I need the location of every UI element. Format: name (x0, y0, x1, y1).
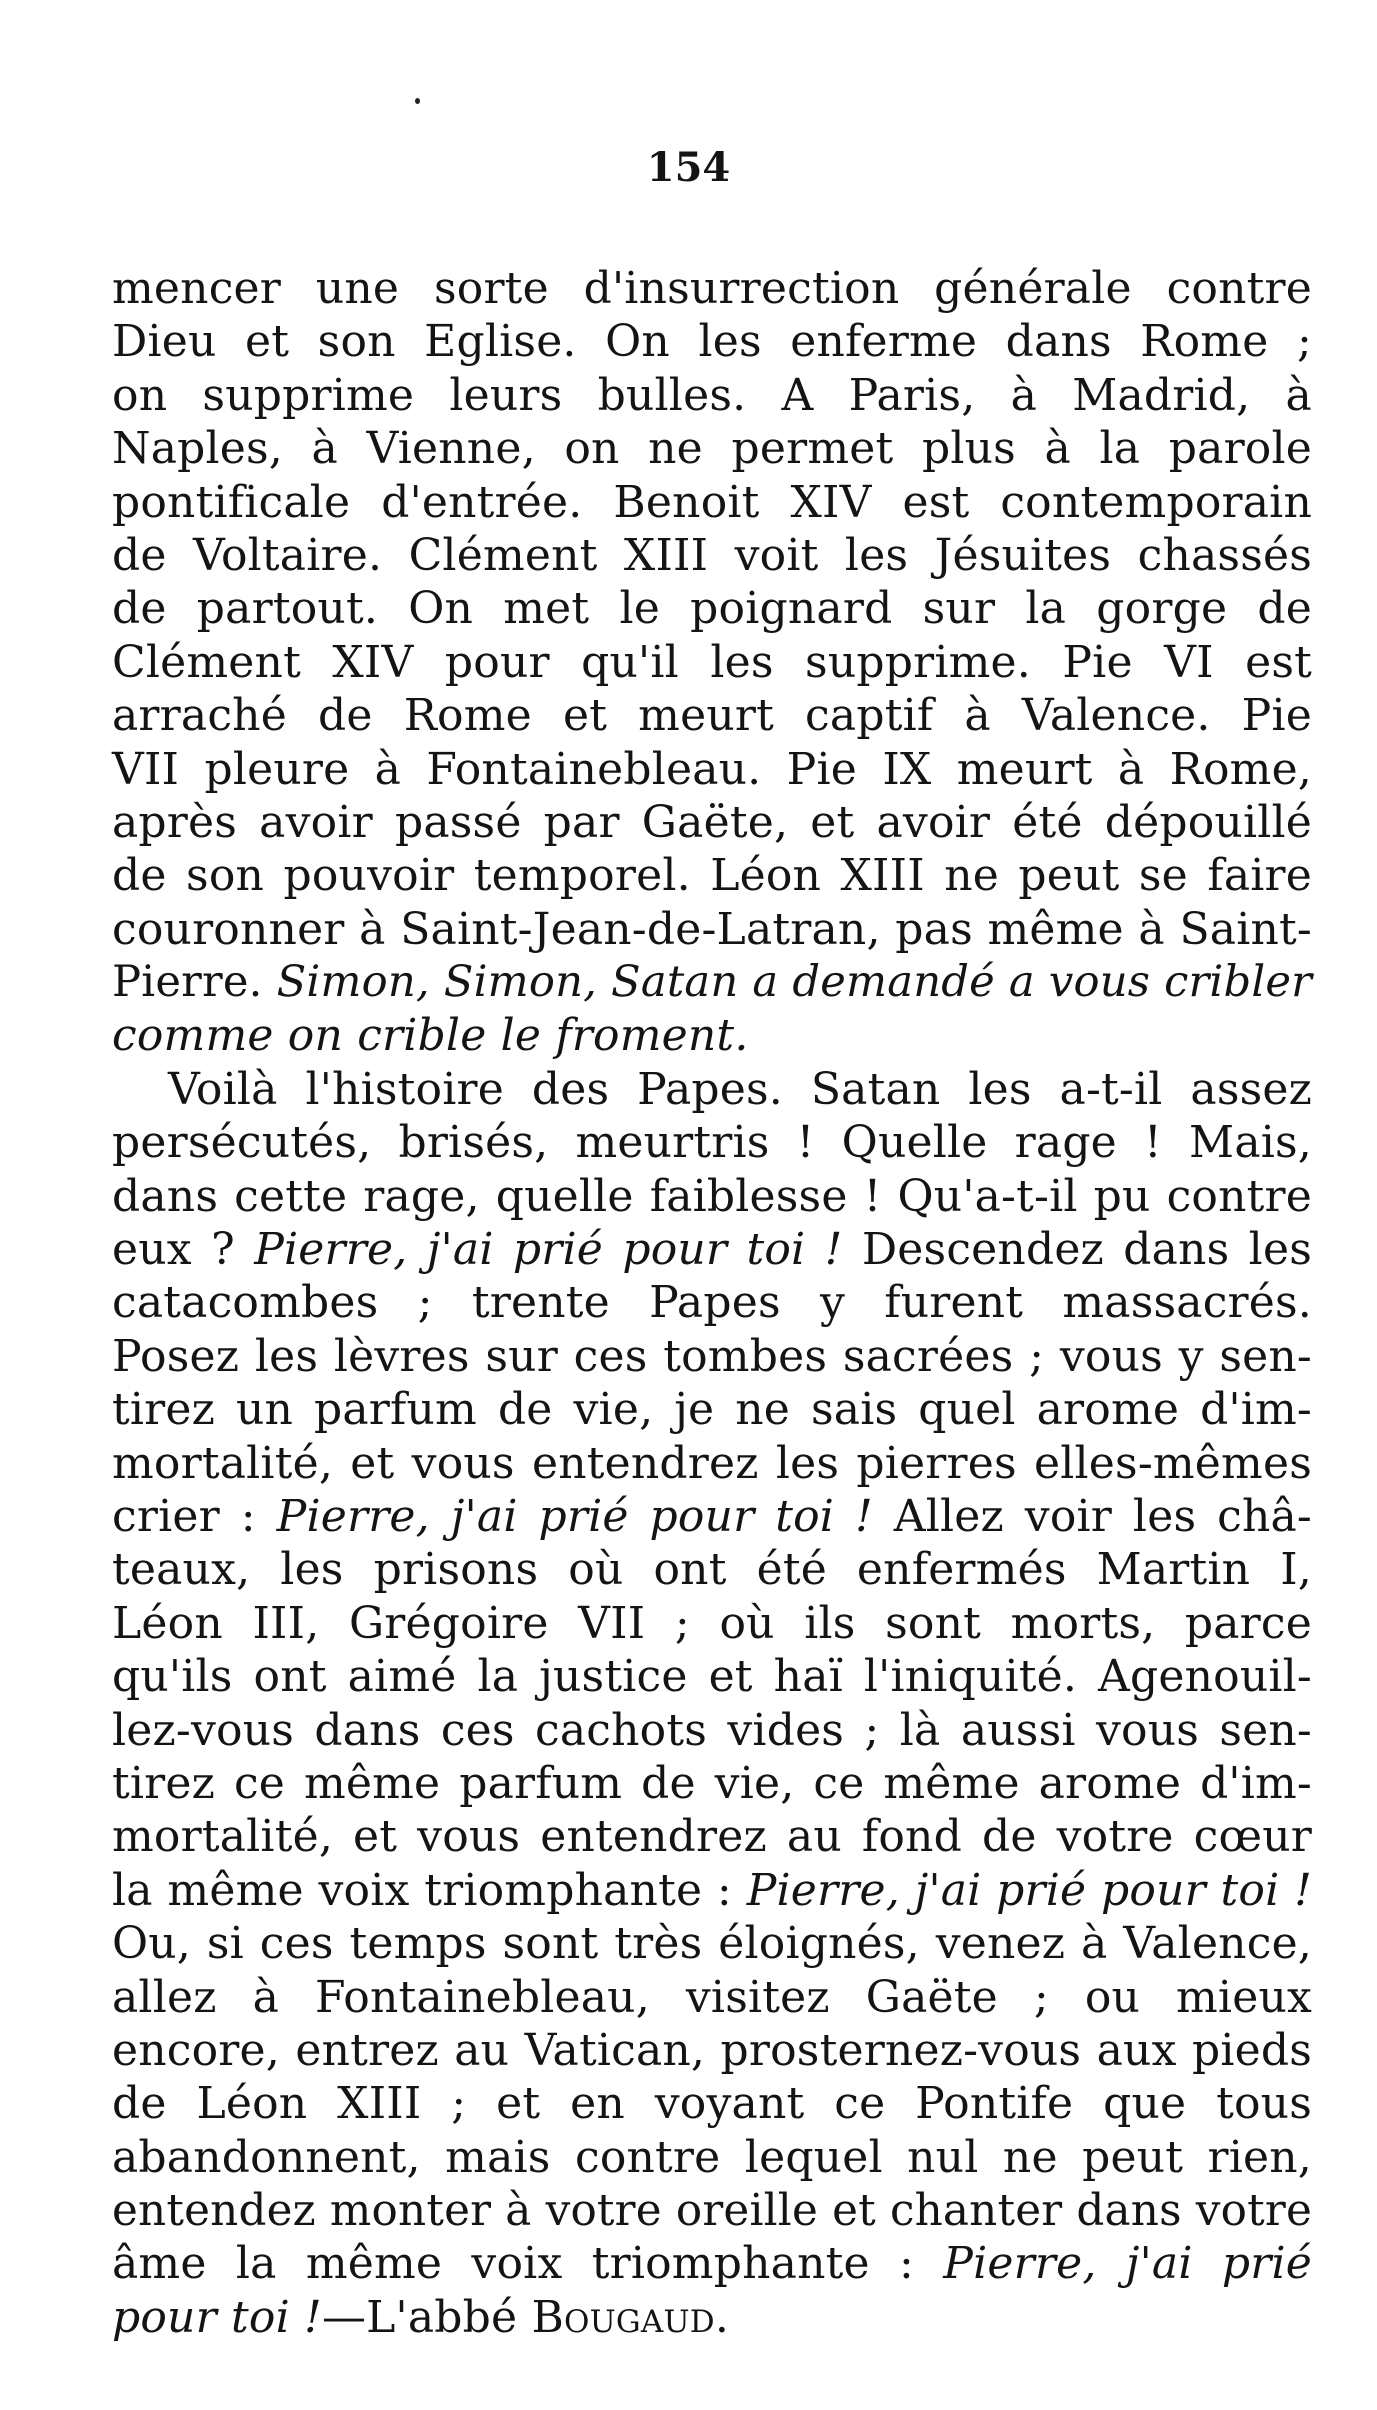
text-line (112, 1490, 1312, 1543)
text-segment: de son pouvoir temporel. Léon XIII ne peut se faire (112, 850, 1312, 902)
text-segment: arraché de Rome et meurt captif à Valence. Pie (112, 690, 1312, 742)
text-line (112, 1383, 1312, 1436)
text-line (112, 689, 1312, 742)
text-segment: Léon III, Grégoire VII ; où ils sont morts, parce (112, 1597, 1312, 1649)
text-line (112, 1330, 1312, 1383)
text-line (112, 529, 1312, 582)
text-segment: mortalité, et vous entendrez les pierres elles-mêmes (112, 1437, 1312, 1489)
text-line (112, 743, 1312, 796)
text-segment: qu'ils ont aimé la justice et haï l'iniquité. Agenouil- (112, 1651, 1312, 1703)
text-line (112, 636, 1312, 689)
text-segment: Ou, si ces temps sont très éloignés, venez à Valence, (112, 1918, 1312, 1970)
text-line (112, 2291, 1312, 2344)
body-text (112, 262, 1312, 2344)
text-line (112, 903, 1312, 956)
text-segment: VII pleure à Fontainebleau. Pie IX meurt à Rome, (112, 743, 1312, 795)
text-line (112, 1063, 1312, 1116)
text-line (112, 1170, 1312, 1223)
text-line (112, 1971, 1312, 2024)
text-line (112, 1757, 1312, 1810)
page-number: 154 (646, 144, 731, 191)
italic-text: pour toi ! (112, 2291, 322, 2343)
text-line (112, 476, 1312, 529)
text-line (112, 1810, 1312, 1863)
text-segment: pontificale d'entrée. Benoit XIV est contemporain (112, 476, 1312, 528)
text-segment: la même voix triomphante : (112, 1864, 747, 1916)
text-segment: Posez les lèvres sur ces tombes sacrées ; vous y sen- (112, 1330, 1312, 1382)
text-line (112, 369, 1312, 422)
text-line (112, 2237, 1312, 2290)
text-segment: catacombes ; trente Papes y furent massacrés. (112, 1277, 1312, 1329)
text-segment: mortalité, et vous entendrez au fond de votre cœur (112, 1811, 1312, 1863)
text-line (112, 582, 1312, 635)
text-line (112, 1543, 1312, 1596)
text-segment: entendez monter à votre oreille et chanter dans votre (112, 2185, 1312, 2237)
text-segment: dans cette rage, quelle faiblesse ! Qu'a-t-il pu contre (112, 1170, 1312, 1222)
text-segment: couronner à Saint-Jean-de-Latran, pas même à Saint- (112, 903, 1312, 955)
text-line (112, 1223, 1312, 1276)
text-segment: mencer une sorte d'insurrection générale contre (112, 263, 1312, 314)
text-line (112, 2024, 1312, 2077)
text-segment: de Voltaire. Clément XIII voit les Jésuites chassés (112, 529, 1312, 581)
text-segment: de Léon XIII ; et en voyant ce Pontife que tous (112, 2078, 1312, 2130)
text-segment: après avoir passé par Gaëte, et avoir été dépouillé (112, 796, 1312, 848)
text-line (112, 1116, 1312, 1169)
text-segment: Clément XIV pour qu'il les supprime. Pie VI est (112, 636, 1312, 688)
text-line (112, 1009, 1312, 1062)
text-line (112, 422, 1312, 475)
text-segment: âme la même voix triomphante : (112, 2238, 944, 2290)
text-segment: Dieu et son Eglise. On les enferme dans Rome ; (112, 316, 1312, 368)
text-line (112, 1650, 1312, 1703)
italic-text: Pierre, j'ai prié pour toi ! (254, 1224, 843, 1276)
italic-text: Pierre, j'ai prié pour toi ! (746, 1864, 1312, 1916)
italic-text: Pierre, j'ai prié (943, 2238, 1312, 2290)
text-segment: Descendez dans les (842, 1224, 1312, 1276)
text-line (112, 849, 1312, 902)
italic-text: Simon, Simon, Satan a demandé a vous cribler (276, 957, 1313, 1008)
text-line (112, 1704, 1312, 1757)
text-line (112, 2077, 1312, 2130)
text-line (112, 1437, 1312, 1490)
text-segment: tirez un parfum de vie, je ne sais quel arome d'im- (112, 1384, 1312, 1436)
text-segment: tirez ce même parfum de vie, ce même arome d'im- (112, 1757, 1312, 1809)
text-segment: teaux, les prisons où ont été enfermés Martin I, (112, 1544, 1312, 1596)
italic-text: Pierre, j'ai prié pour toi ! (276, 1490, 873, 1542)
paragraph (112, 1063, 1312, 2344)
text-line (112, 1917, 1312, 1970)
author-name: Bougaud (531, 2291, 715, 2343)
paragraph (112, 262, 1312, 1063)
text-segment: lez-vous dans ces cachots vides ; là aussi vous sen- (112, 1704, 1312, 1756)
text-segment: —L'abbé (321, 2291, 532, 2343)
text-segment: encore, entrez au Vatican, prosternez-vous aux pieds (112, 2024, 1312, 2076)
text-segment: crier : (112, 1490, 277, 1542)
text-segment: on supprime leurs bulles. A Paris, à Madrid, à (112, 369, 1312, 421)
text-segment: Naples, à Vienne, on ne permet plus à la parole (112, 423, 1312, 475)
text-segment: allez à Fontainebleau, visitez Gaëte ; ou mieux (112, 1971, 1312, 2023)
text-segment: eux ? (112, 1224, 255, 1276)
text-line (112, 262, 1312, 315)
text-line (112, 956, 1312, 1009)
text-line (112, 2131, 1312, 2184)
text-segment: persécutés, brisés, meurtris ! Quelle rage ! Mais, (112, 1117, 1312, 1169)
text-segment: de partout. On met le poignard sur la gorge de (112, 583, 1312, 635)
text-line (112, 1597, 1312, 1650)
text-segment: Pierre. (112, 957, 277, 1008)
text-line (112, 1276, 1312, 1329)
text-line (112, 796, 1312, 849)
print-speck (415, 98, 420, 104)
text-segment: abandonnent, mais contre lequel nul ne peut rien, (112, 2131, 1312, 2183)
italic-text: comme on crible le froment. (112, 1010, 749, 1062)
text-line (112, 2184, 1312, 2237)
text-line (112, 1864, 1312, 1917)
text-segment: Voilà l'histoire des Papes. Satan les a-t-il assez (168, 1063, 1312, 1115)
text-segment: Allez voir les châ- (872, 1490, 1312, 1542)
text-segment: . (714, 2291, 730, 2343)
text-line (112, 315, 1312, 368)
